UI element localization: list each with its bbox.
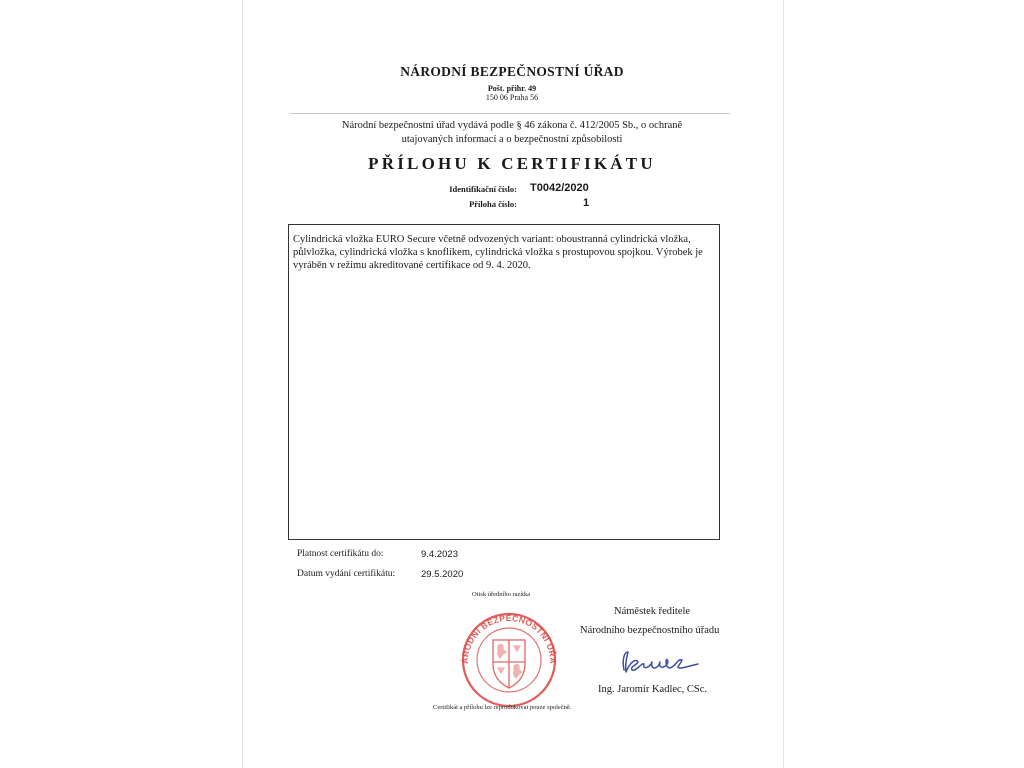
legal-basis xyxy=(312,119,712,147)
validity-label: Platnost certifikátu do: xyxy=(297,549,384,559)
identification-number-label: Identifikační číslo: xyxy=(449,184,517,194)
identification-number-value: T0042/2020 xyxy=(530,182,589,194)
stamp-caption: Otisk úředního razítka xyxy=(472,591,531,598)
validity-value: 9.4.2023 xyxy=(421,549,458,560)
document-title: PŘÍLOHU K CERTIFIKÁTU xyxy=(368,154,656,173)
signatory-institution: Národního bezpečnostního úřadu xyxy=(580,625,720,636)
annex-number-label: Příloha číslo: xyxy=(469,199,517,209)
handwritten-signature xyxy=(614,648,706,683)
annex-number-value: 1 xyxy=(583,197,590,209)
stamp-ring-text: ÁRODNÍ BEZPEČNOSTNÍ ÚŘA xyxy=(459,612,559,665)
signatory-name: Ing. Jaromír Kadlec, CSc. xyxy=(598,684,708,695)
po-box: Pošt. přihr. 49 xyxy=(487,84,537,93)
issue-date-label: Datum vydání certifikátu: xyxy=(297,569,396,579)
legal-basis-line1: Národní bezpečnostní úřad vydává podle § 46 zákona č. 412/2005 Sb., o ochraně xyxy=(341,120,683,131)
issuing-authority: NÁRODNÍ BEZPEČNOSTNÍ ÚŘAD xyxy=(400,64,624,79)
reproduction-note: Certifikát a přílohu lze reprodukovat pouze společně. xyxy=(433,704,572,711)
official-stamp xyxy=(452,602,564,713)
signatory-role: Náměstek ředitele xyxy=(614,606,691,617)
issue-date-value: 29.5.2020 xyxy=(421,569,464,580)
product-description: Cylindrická vložka EURO Secure včetně odvozených variant: oboustranná cylindrická vložka, půlvložka, cylindrická vložka s knoflíkem, cylindrická vložka s prostupovou spojkou. Výrobek je vyráběn v režimu akreditované certifikace od 9. 4. 2020. xyxy=(293,234,703,271)
legal-basis-line2: utajovaných informací a o bezpečnostní způsobilosti xyxy=(401,134,623,145)
description-box xyxy=(288,224,720,540)
postal-address: 150 06 Praha 56 xyxy=(485,93,539,102)
svg-text:NÁRODNÍ BEZPEČNOSTNÍ ÚŘAD xyxy=(452,602,559,664)
header-divider xyxy=(290,113,730,114)
stamp-shield-icon xyxy=(493,640,525,688)
